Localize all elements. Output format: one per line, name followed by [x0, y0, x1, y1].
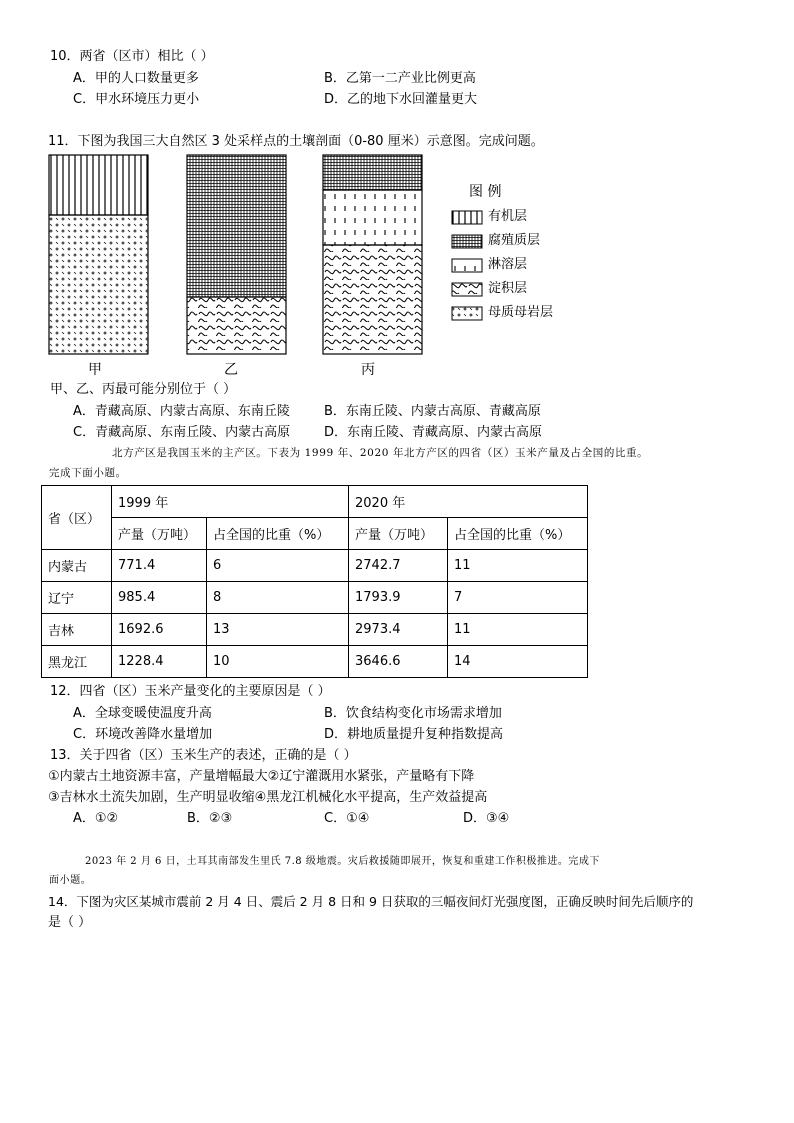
q14-intro-line1: 2023 年 2 月 6 日，土耳其南部发生里氏 7.8 级地震。灾后救援随即展开，恢复和重建工作积极推进。完成下	[85, 856, 600, 867]
row-share-1999: 6	[207, 550, 349, 582]
profile-label-yi: 乙	[224, 362, 238, 378]
row-name: 吉林	[42, 614, 112, 646]
row-share-2020: 11	[448, 550, 588, 582]
legend-parent-swatch	[452, 307, 482, 320]
row-output-1999: 985.4	[112, 582, 207, 614]
table-intro-line2: 完成下面小题。	[49, 467, 127, 479]
profile-label-bing: 丙	[361, 362, 375, 378]
profile-label-jia: 甲	[88, 362, 102, 378]
legend-label-parent: 母质母岩层	[488, 305, 554, 320]
row-output-2020: 2742.7	[349, 550, 448, 582]
header-output-1999: 产量（万吨）	[112, 518, 207, 550]
row-output-2020: 2973.4	[349, 614, 448, 646]
q10-option-c: C．甲水环境压力更小	[73, 92, 200, 107]
bing-humus-layer	[323, 155, 422, 190]
jia-parent-layer	[49, 215, 148, 354]
row-name: 黑龙江	[42, 646, 112, 678]
legend-label-organic: 有机层	[488, 209, 528, 224]
row-share-2020: 7	[448, 582, 588, 614]
table-row	[42, 646, 588, 678]
bing-deposit-layer	[323, 245, 422, 354]
q14-intro-line2: 面小题。	[49, 875, 92, 886]
q13-option-b: B．②③	[187, 811, 233, 826]
row-share-2020: 11	[448, 614, 588, 646]
q11-option-a: A．青藏高原、内蒙古高原、东南丘陵	[73, 404, 290, 419]
jia-organic-layer	[49, 155, 148, 215]
legend-label-deposit: 淀积层	[488, 281, 528, 296]
row-output-2020: 1793.9	[349, 582, 448, 614]
q12-option-b: B．饮食结构变化市场需求增加	[324, 706, 502, 721]
q11-sub-stem: 甲、乙、丙最可能分别位于（ ）	[50, 382, 237, 397]
header-share-2020: 占全国的比重（%）	[448, 518, 588, 550]
header-year-2020: 2020 年	[349, 486, 588, 518]
header-province: 省（区）	[42, 486, 112, 550]
table-row	[42, 582, 588, 614]
row-output-2020: 3646.6	[349, 646, 448, 678]
q13-statements-line2: ③吉林水土流失加剧，生产明显收缩④黑龙江机械化水平提高，生产效益提高	[48, 790, 488, 805]
q14-stem-line1: 14．下图为灾区某城市震前 2 月 4 日、震后 2 月 8 日和 9 日获取的三幅夜间灯光强度图，正确反映时间先后顺序的	[48, 894, 694, 909]
q13-statements-line1: ①内蒙古土地资源丰富，产量增幅最大②辽宁灌溉用水紧张，产量略有下降	[48, 769, 475, 784]
header-year-1999: 1999 年	[112, 486, 349, 518]
legend-label-humus: 腐殖质层	[488, 233, 541, 248]
q13-option-d: D．③④	[463, 811, 510, 826]
q12-option-c: C．环境改善降水量增加	[73, 727, 213, 742]
q12-option-d: D．耕地质量提升复种指数提高	[324, 727, 504, 742]
legend-organic-swatch	[452, 211, 482, 224]
q10-stem: 10．两省（区市）相比（ ）	[50, 49, 214, 64]
q13-stem: 13．关于四省（区）玉米生产的表述，正确的是（ ）	[50, 748, 357, 763]
row-output-1999: 771.4	[112, 550, 207, 582]
legend-label-leach: 淋溶层	[488, 257, 528, 272]
q10-option-a: A．甲的人口数量更多	[73, 71, 199, 86]
table-intro-line1: 北方产区是我国玉米的主产区。下表为 1999 年、2020 年北方产区的四省（区）玉米产量及占全国的比重。	[112, 447, 649, 459]
row-output-1999: 1692.6	[112, 614, 207, 646]
q12-stem: 12．四省（区）玉米产量变化的主要原因是（ ）	[50, 684, 331, 699]
table-row	[42, 550, 588, 582]
bing-leach-layer	[323, 190, 422, 245]
table-row	[42, 614, 588, 646]
q11-option-b: B．东南丘陵、内蒙古高原、青藏高原	[324, 404, 541, 419]
row-share-2020: 14	[448, 646, 588, 678]
q12-option-a: A．全球变暖使温度升高	[73, 706, 212, 721]
legend-deposit-swatch	[452, 283, 482, 296]
profile-jia	[49, 155, 148, 354]
legend-leach-swatch	[452, 259, 482, 272]
profile-yi	[187, 155, 286, 354]
q10-option-b: B．乙第一二产业比例更高	[324, 71, 476, 86]
legend-title: 图 例	[469, 184, 502, 200]
header-share-1999: 占全国的比重（%）	[207, 518, 349, 550]
profile-bing	[323, 155, 422, 354]
soil-profile-diagram	[0, 0, 794, 400]
row-share-1999: 8	[207, 582, 349, 614]
row-name: 内蒙古	[42, 550, 112, 582]
q13-option-a: A．①②	[73, 811, 119, 826]
header-output-2020: 产量（万吨）	[349, 518, 448, 550]
q10-option-d: D．乙的地下水回灌量更大	[324, 92, 478, 107]
row-share-1999: 10	[207, 646, 349, 678]
corn-output-table	[41, 485, 588, 678]
yi-deposit-layer	[187, 297, 286, 354]
yi-humus-layer	[187, 155, 286, 297]
q13-option-c: C．①④	[324, 811, 370, 826]
q11-option-d: D．东南丘陵、青藏高原、内蒙古高原	[324, 425, 543, 440]
row-share-1999: 13	[207, 614, 349, 646]
q14-stem-line2: 是（ ）	[48, 915, 92, 930]
q11-stem: 11．下图为我国三大自然区 3 处采样点的土壤剖面（0-80 厘米）示意图。完成问题。	[48, 134, 544, 149]
row-name: 辽宁	[42, 582, 112, 614]
legend-humus-swatch	[452, 235, 482, 248]
q11-option-c: C．青藏高原、东南丘陵、内蒙古高原	[73, 425, 291, 440]
row-output-1999: 1228.4	[112, 646, 207, 678]
